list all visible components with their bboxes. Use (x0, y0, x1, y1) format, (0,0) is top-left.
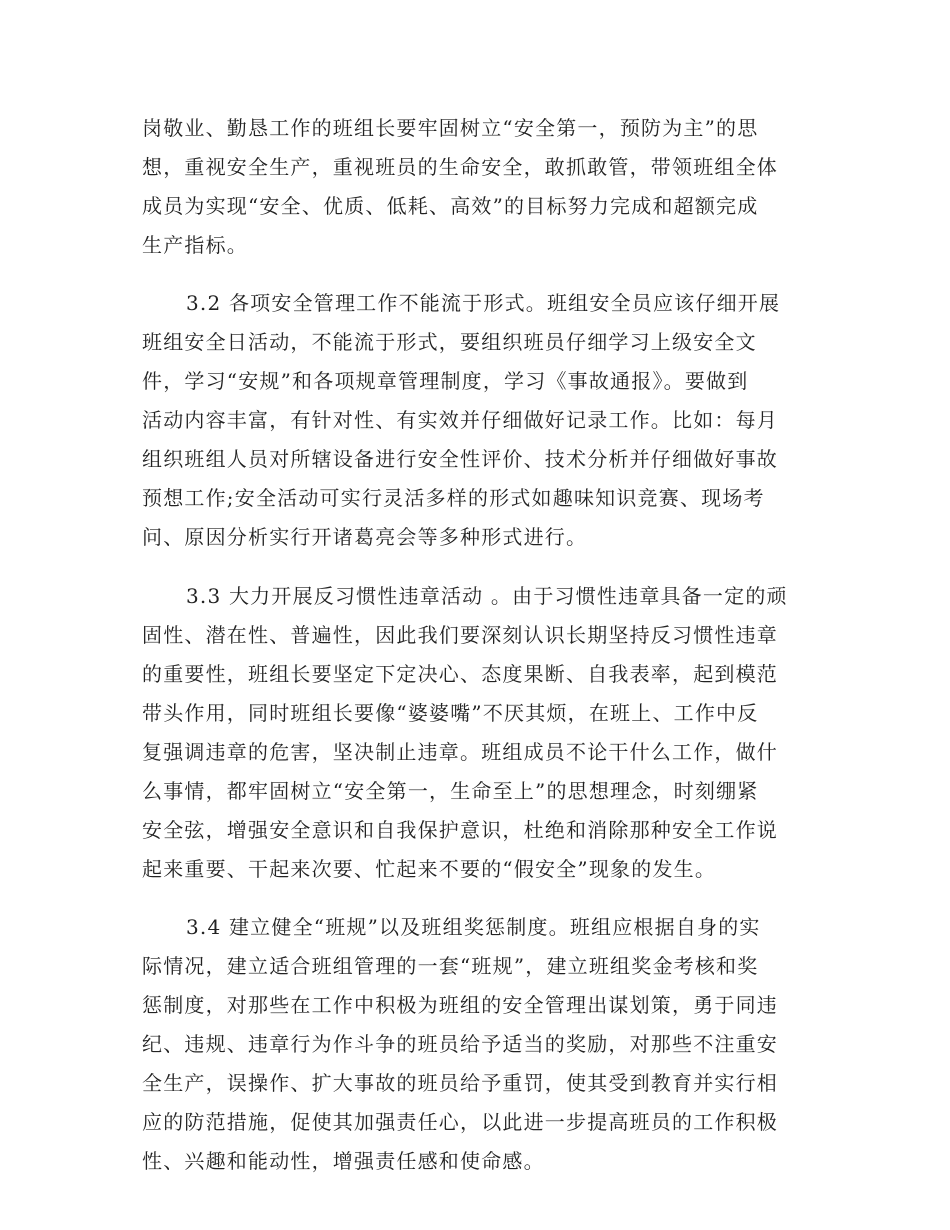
paragraph-line: 3.3 大力开展反习惯性违章活动 。由于习惯性违章具备一定的顽 (186, 584, 788, 608)
paragraph-line: 组织班组人员对所辖设备进行安全性评价、技术分析并仔细做好事故 (142, 447, 778, 471)
paragraph-line: 成员为实现“安全、优质、低耗、高效”的目标努力完成和超额完成 (142, 194, 759, 218)
paragraph-line: 3.2 各项安全管理工作不能流于形式。班组安全员应该仔细开展 (186, 291, 781, 315)
paragraph-line: 起来重要、干起来次要、忙起来不要的“假安全”现象的发生。 (142, 857, 717, 881)
paragraph-line: 安全弦，增强安全意识和自我保护意识，杜绝和消除那种安全工作说 (142, 818, 778, 842)
paragraph-line: 3.4 建立健全“班规”以及班组奖惩制度。班组应根据自身的实 (186, 915, 761, 939)
paragraph-line: 全生产，误操作、扩大事故的班员给予重罚，使其受到教育并实行相 (142, 1071, 778, 1095)
paragraph-line: 性、兴趣和能动性，增强责任感和使命感。 (142, 1149, 545, 1173)
paragraph-line: 复强调违章的危害，坚决制止违章。班组成员不论干什么工作，做什 (142, 740, 778, 764)
paragraph-line: 想，重视安全生产，重视班员的生命安全，敢抓敢管，带领班组全体 (142, 155, 778, 179)
paragraph-line: 带头作用，同时班组长要像“婆婆嘴”不厌其烦，在班上、工作中反 (142, 701, 759, 725)
paragraph-line: 岗敬业、勤恳工作的班组长要牢固树立“安全第一，预防为主”的思 (142, 116, 759, 140)
paragraph-line: 纪、违规、违章行为作斗争的班员给予适当的奖励，对那些不注重安 (142, 1032, 778, 1056)
paragraph-line: 班组安全日活动，不能流于形式，要组织班员仔细学习上级安全文 (142, 330, 757, 354)
paragraph-line: 活动内容丰富，有针对性、有实效并仔细做好记录工作。比如：每月 (142, 408, 778, 432)
paragraph-line: 惩制度，对那些在工作中积极为班组的安全管理出谋划策，勇于同违 (142, 993, 778, 1017)
paragraph-line: 件，学习“安规”和各项规章管理制度，学习《事故通报》。要做到 (142, 369, 749, 393)
paragraph-line: 固性、潜在性、普遍性，因此我们要深刻认识长期坚持反习惯性违章 (142, 623, 778, 647)
paragraph-line: 生产指标。 (142, 233, 248, 257)
paragraph-line: 应的防范措施，促使其加强责任心，以此进一步提高班员的工作积极 (142, 1110, 778, 1134)
paragraph-line: 预想工作;安全活动可实行灵活多样的形式如趣味知识竞赛、现场考 (142, 486, 765, 510)
paragraph-line: 际情况，建立适合班组管理的一套“班规”，建立班组奖金考核和奖 (142, 954, 759, 978)
paragraph-line: 么事情，都牢固树立“安全第一，生命至上”的思想理念，时刻绷紧 (142, 779, 759, 803)
paragraph-line: 问、原因分析实行开诸葛亮会等多种形式进行。 (142, 525, 588, 549)
paragraph-line: 的重要性，班组长要坚定下定决心、态度果断、自我表率，起到模范 (142, 662, 778, 686)
